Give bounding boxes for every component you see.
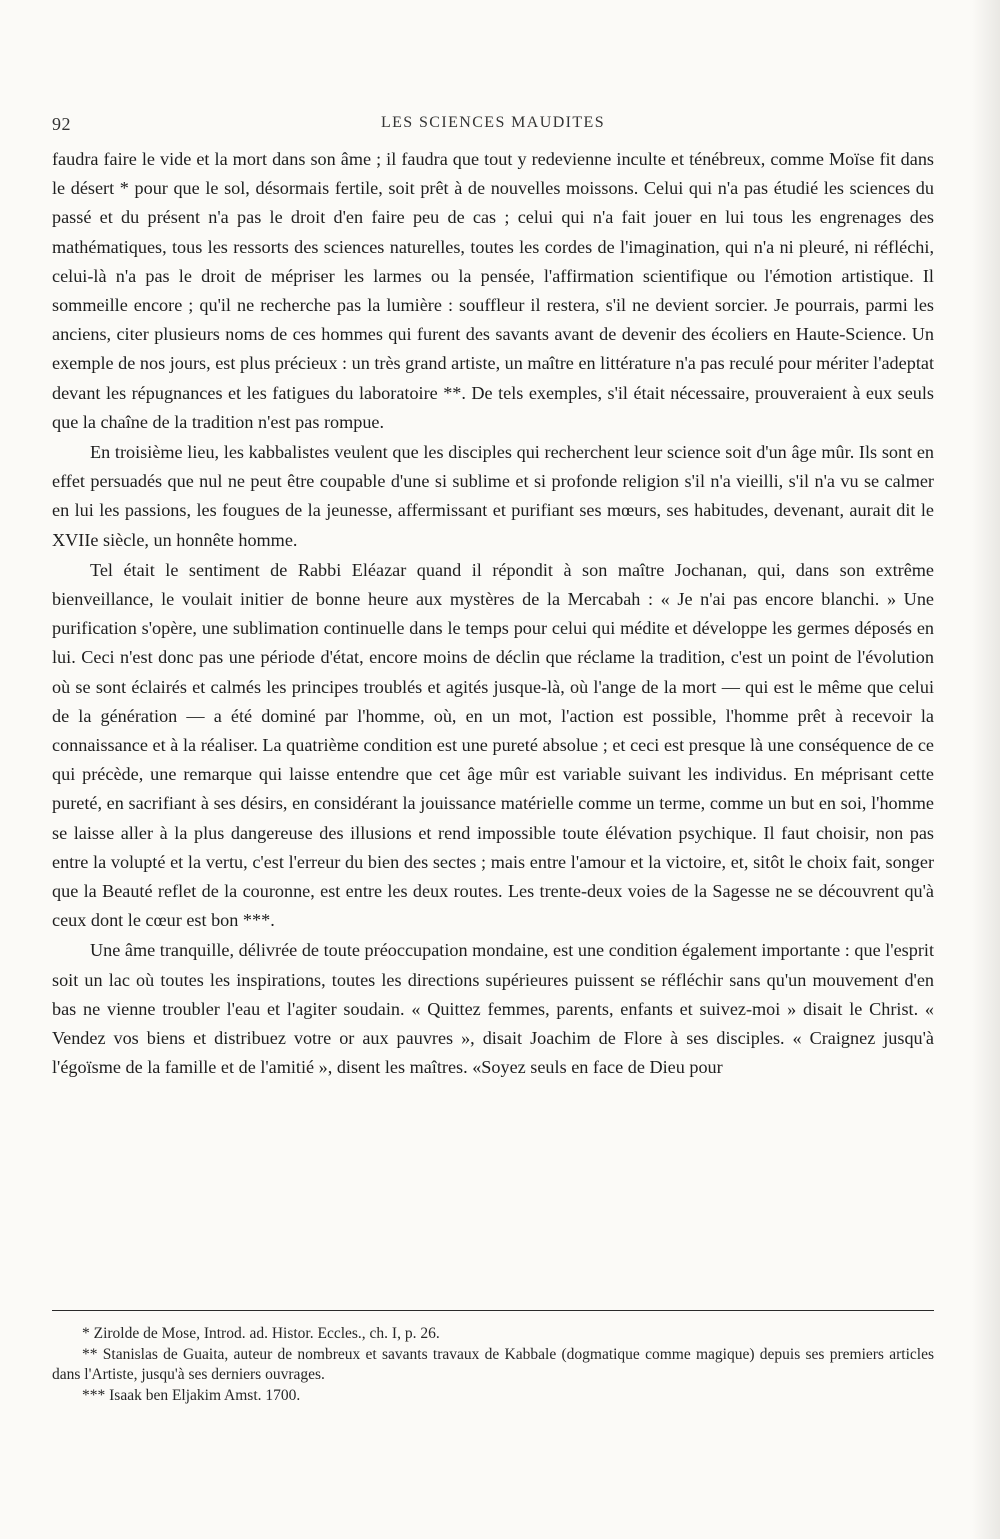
page-header [52, 112, 934, 138]
body-text [52, 145, 934, 1083]
paragraph-4: Une âme tranquille, délivrée de toute préoccupation mondaine, est une condition également importante : que l'esprit soit un lac où toutes les inspirations, toutes les directions supérieures puissent se réfléchir sans qu'un mouvement d'en bas ne vienne troubler l'eau et l'agiter soudain. « Quittez femmes, parents, enfants et suivez-moi » disait le Christ. « Vendez vos biens et distribuez votre or aux pauvres », disait Joachim de Flore à ses disciples. « Craignez jusqu'à l'égoïsme de la famille et de l'amitié », disent les maîtres. «Soyez seuls en face de Dieu pour [52, 940, 934, 1078]
paragraph-3: Tel était le sentiment de Rabbi Eléazar quand il répondit à son maître Jochanan, qui, dans son extrême bienveillance, le voulait initier de bonne heure aux mystères de la Mercabah : « Je n'ai pas encore blanchi. » Une purification s'opère, une sublimation continuelle dans le temps pour celui qui médite et développe les germes déposés en lui. Ceci n'est donc pas une période d'état, encore moins de déclin que réclame la tradition, c'est un point de l'évolution où se sont éclairés et calmés les principes troublés et agités jusque-là, où l'ange de la mort — qui est le même que celui de la génération — a été dominé par l'homme, où, en un mot, l'action est possible, l'homme prêt à recevoir la connaissance et à la réaliser. La quatrième condition est une pureté absolue ; et ceci est presque là une conséquence de ce qui précède, une remarque qui laisse entendre que cet âge mûr est variable suivant les individus. En méprisant cette pureté, en sacrifiant à ses désirs, en considérant la jouissance matérielle comme un terme, comme un but en soi, l'homme se laisse aller à la plus dangereuse des illusions et rend impossible toute élévation psychique. Il faut choisir, non pas entre la volupté et la vertu, c'est l'erreur du bien des sectes ; mais entre l'amour et la victoire, et, sitôt le choix fait, songer que la Beauté reflet de la couronne, est entre les deux routes. Les trente-deux voies de la Sagesse ne se découvrent qu'à ceux dont le cœur est bon ***. [52, 559, 934, 931]
footnote-separator-rule [52, 1310, 934, 1311]
paragraph-2: En troisième lieu, les kabbalistes veulent que les disciples qui recherchent leur science soit d'un âge mûr. Ils sont en effet persuadés que nul ne peut être coupable d'une si sublime et si profonde religion s'il n'a vieilli, s'il n'a vu se calmer en lui les passions, les fougues de la jeunesse, affermissant et purifiant ses mœurs, ses habitudes, devenant, aurait dit le XVIIe siècle, un honnête homme. [52, 442, 934, 550]
running-title: LES SCIENCES MAUDITES [380, 114, 606, 131]
paragraph-1: faudra faire le vide et la mort dans son âme ; il faudra que tout y redevienne inculte et ténébreux, comme Moïse fit dans le désert * pour que le sol, désormais fertile, soit prêt à de nouvelles moissons. Celui qui n'a pas étudié les sciences du passé et du présent n'a pas le droit d'en faire peu de cas ; celui qui n'a fait jouer en lui tous les engrenages des mathématiques, tous les ressorts des sciences naturelles, toutes les cordes de l'imagination, qui n'a ni pleuré, ni réfléchi, celui-là n'a pas le droit de mépriser les larmes ou la pensée, l'affirmation scientifique ou l'émotion artistique. Il sommeille encore ; qu'il ne recherche pas la lumière : souffleur il restera, s'il ne devient sorcier. Je pourrais, parmi les anciens, citer plusieurs noms de ces hommes qui furent des savants avant de devenir des écoliers en Haute-Science. Un exemple de nos jours, est plus précieux : un très grand artiste, un maître en littérature n'a pas reculé pour mériter l'adeptat devant les répugnances et les fatigues du laboratoire **. De tels exemples, s'il était nécessaire, prouveraient à eux seuls que la chaîne de la tradition n'est pas rompue. [52, 149, 934, 432]
footnote-1: * Zirolde de Mose, Introd. ad. Histor. Eccles., ch. I, p. 26. [82, 1325, 440, 1342]
book-page [52, 0, 934, 1539]
footnote-3: *** Isaak ben Eljakim Amst. 1700. [82, 1386, 301, 1404]
page-edge-shadow [972, 0, 1000, 1539]
footnote-2: ** Stanislas de Guaita, auteur de nombreux et savants travaux de Kabbale (dogmatique comme magique) depuis ses premiers articles dans l'Artiste, jusqu'à ses derniers ouvrages. [52, 1345, 934, 1383]
page-number: 92 [52, 114, 71, 134]
footnotes [52, 1324, 934, 1406]
